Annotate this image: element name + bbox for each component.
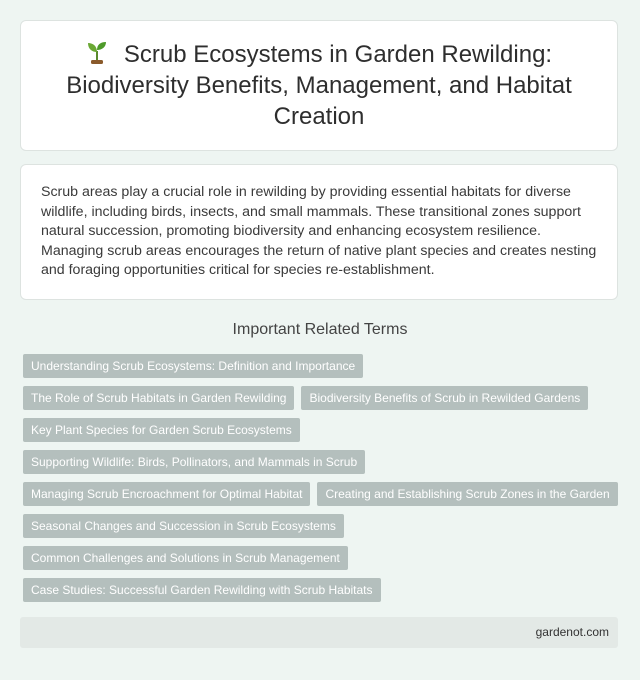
summary-text: Scrub areas play a crucial role in rewilding by providing essential habitats for diverse wildlife, including birds, insects, and small mammals. These transitional zones support natural succession, promoting biodiversity and enhancing ecosystem resilience. Managing scrub areas encourages the return of native plant species and creates nesting and foraging opportunities critical for species re-establishment. (41, 184, 597, 278)
related-term-tag[interactable]: The Role of Scrub Habitats in Garden Rewilding (23, 386, 294, 410)
tag-row (23, 578, 623, 602)
related-term-tag[interactable]: Case Studies: Successful Garden Rewilding with Scrub Habitats (23, 578, 381, 602)
tag-row (23, 354, 623, 378)
related-term-tag[interactable]: Common Challenges and Solutions in Scrub Management (23, 546, 348, 570)
related-term-tag[interactable]: Managing Scrub Encroachment for Optimal Habitat (23, 482, 310, 506)
related-terms-list (23, 354, 623, 610)
title-card (20, 20, 618, 151)
related-terms-heading: Important Related Terms (232, 321, 408, 338)
related-term-tag[interactable]: Creating and Establishing Scrub Zones in the Garden (317, 482, 617, 506)
related-term-tag[interactable]: Biodiversity Benefits of Scrub in Rewilded Gardens (301, 386, 588, 410)
related-term-tag[interactable]: Key Plant Species for Garden Scrub Ecosystems (23, 418, 300, 442)
tag-row (23, 450, 623, 474)
tag-row (23, 418, 623, 442)
footer-site-link[interactable]: gardenot.com (535, 625, 609, 639)
related-term-tag[interactable]: Supporting Wildlife: Birds, Pollinators, and Mammals in Scrub (23, 450, 365, 474)
seedling-icon (86, 40, 108, 64)
page-title (45, 39, 593, 132)
related-term-tag[interactable]: Understanding Scrub Ecosystems: Definition and Importance (23, 354, 363, 378)
tag-row (23, 482, 623, 506)
tag-row (23, 546, 623, 570)
related-term-tag[interactable]: Seasonal Changes and Succession in Scrub Ecosystems (23, 514, 344, 538)
footer (20, 617, 618, 648)
tag-row (23, 514, 623, 538)
tag-row (23, 386, 623, 410)
page-title-text: Scrub Ecosystems in Garden Rewilding: Biodiversity Benefits, Management, and Habitat Creation (66, 41, 572, 130)
summary-card (20, 164, 618, 300)
